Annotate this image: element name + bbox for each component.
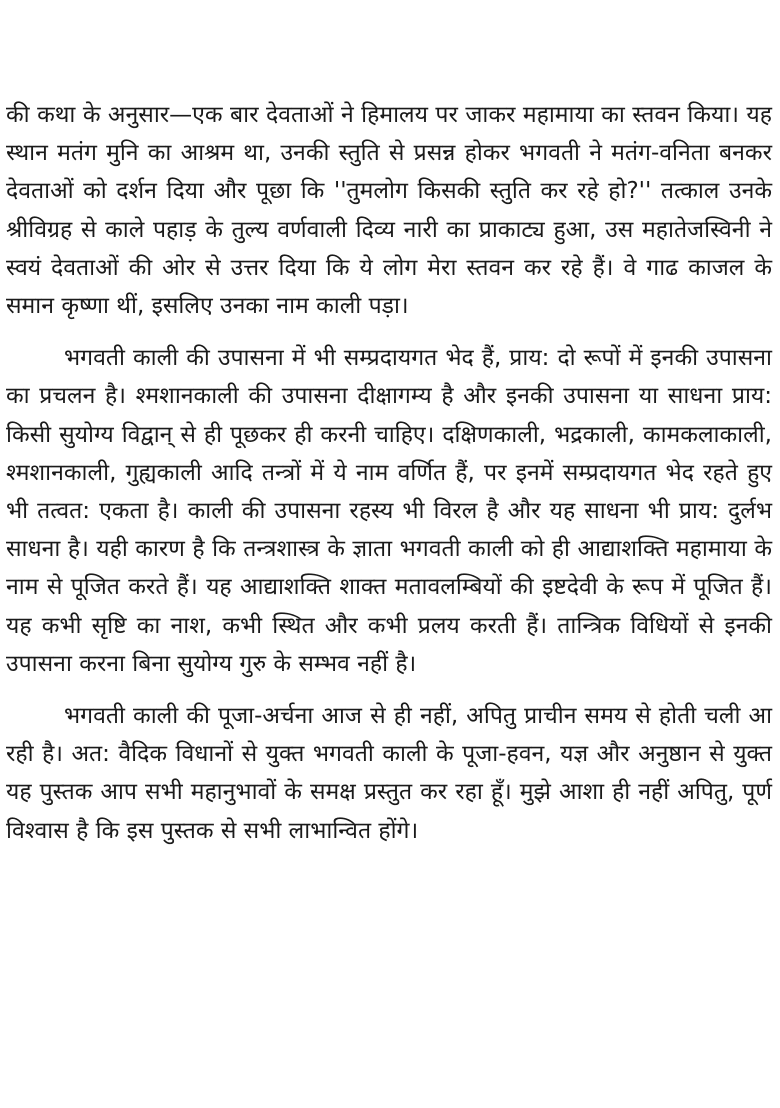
paragraph-book-purpose: भगवती काली की पूजा-अर्चना आज से ही नहीं, अपितु प्राचीन समय से होती चली आ रही है। अत: वैदिक विधानों से युक्त भगवती काली के पूजा-हवन, यज्ञ और अनुष्ठान से युक्त यह पुस्तक आप सभी महानुभावों के समक्ष प्रस्तुत कर रहा हूँ। मुझे आशा ही नहीं अपितु, पूर्ण विश्वास है कि इस पुस्तक से सभी लाभान्वित होंगे। (6, 703, 772, 844)
paragraph-story-of-kali: की कथा के अनुसार—एक बार देवताओं ने हिमालय पर जाकर महामाया का स्तवन किया। यह स्थान मतंग मुनि का आश्रम था, उनकी स्तुति से प्रसन्न होकर भगवती ने मतंग-वनिता बनकर देवताओं को दर्शन दिया और पूछा कि ''तुमलोग किसकी स्तुति कर रहे हो?'' तत्काल उनके श्रीविग्रह से काले पहाड़ के तुल्य वर्णवाली दिव्य नारी का प्राकाट्य हुआ, उस महातेजस्विनी ने स्वयं देवताओं की ओर से उत्तर दिया कि ये लोग मेरा स्तवन कर रहे हैं। वे गाढ काजल के समान कृष्णा थीं, इसलिए उनका नाम काली पड़ा। (6, 102, 772, 320)
paragraph-gap (6, 683, 772, 697)
body-text (6, 96, 772, 850)
paragraph-worship-traditions: भगवती काली की उपासना में भी सम्प्रदायगत भेद हैं, प्राय: दो रूपों में इनकी उपासना का प्रचलन है। श्मशानकाली की उपासना दीक्षागम्य है और इनकी उपासना या साधना प्राय: किसी सुयोग्य विद्वान् से ही पूछकर ही करनी चाहिए। दक्षिणकाली, भद्रकाली, कामकलाकाली, श्मशानकाली, गुह्यकाली आदि तन्त्रों में ये नाम वर्णित हैं, पर इनमें सम्प्रदायगत भेद रहते हुए भी तत्वत: एकता है। काली की उपासना रहस्य भी विरल है और यह साधना भी प्राय: दुर्लभ साधना है। यही कारण है कि तन्त्रशास्त्र के ज्ञाता भगवती काली को ही आद्याशक्ति महामाया के नाम से पूजित करते हैं। यह आद्याशक्ति शाक्त मतावलम्बियों की इष्टदेवी के रूप में पूजित हैं। यह कभी सृष्टि का नाश, कभी स्थित और कभी प्रलय करती हैं। तान्त्रिक विधियों से इनकी उपासना करना बिना सुयोग्य गुरु के सम्भव नहीं है। (6, 345, 772, 677)
paragraph-gap (6, 325, 772, 339)
